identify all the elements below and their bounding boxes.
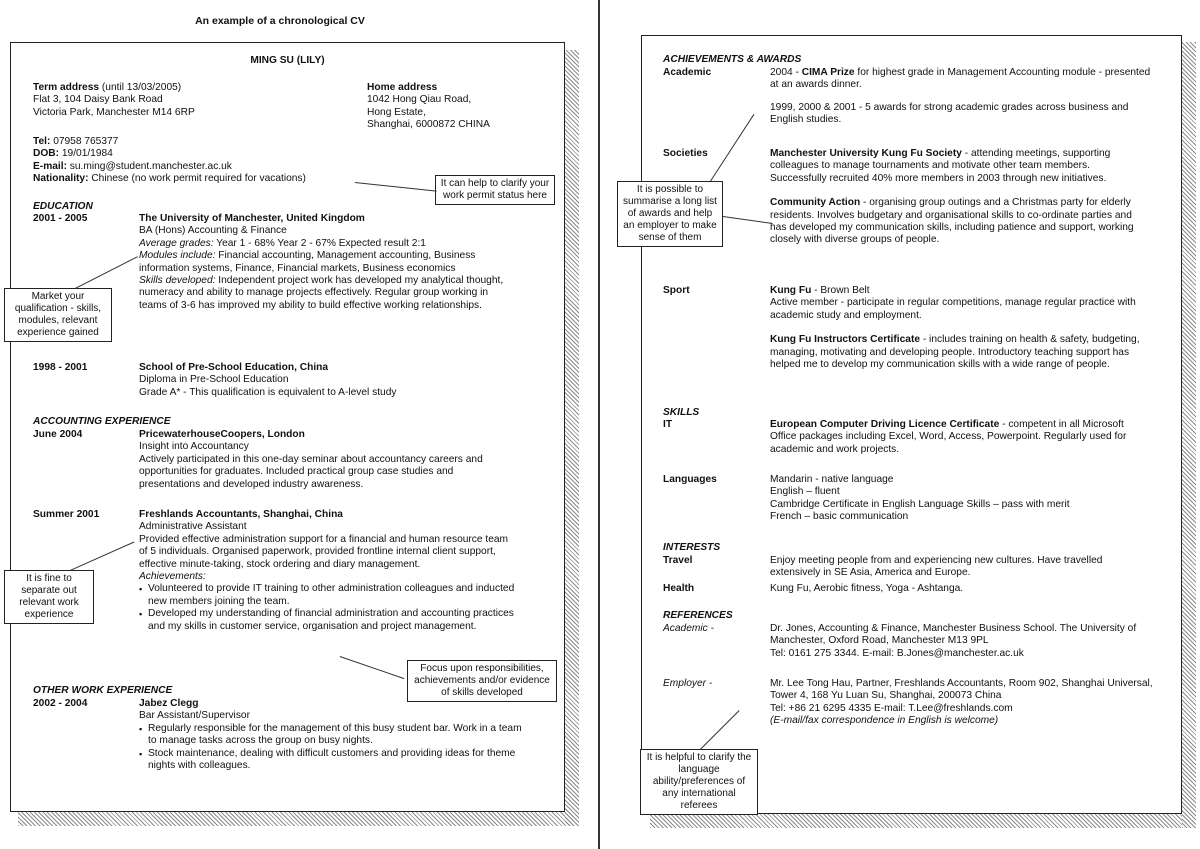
- sport-desc: Active member - participate in regular competitions, manage regular practice with academic study and employment.: [770, 297, 1136, 321]
- languages-label: Languages: [663, 474, 717, 485]
- figure-title: An example of a chronological CV: [195, 15, 365, 27]
- skills-label: Skills developed:: [139, 275, 216, 287]
- dob-label: DOB:: [33, 148, 60, 160]
- achievements-list: [139, 583, 517, 633]
- degree: Diploma in Pre-School Education: [139, 374, 289, 386]
- employer: PricewaterhouseCoopers, London: [139, 429, 305, 440]
- term-address-line: Flat 3, 104 Daisy Bank Road: [33, 94, 163, 106]
- experience-dates: Summer 2001: [33, 509, 100, 520]
- academic-awards: [770, 67, 1160, 127]
- modules-value: Financial accounting, Management accounting, Business information systems, Finance, Financial markets, Business economics: [139, 250, 476, 274]
- modules-label: Modules include:: [139, 250, 216, 262]
- callout-separate-experience: It is fine to separate out relevant work experience: [4, 570, 94, 624]
- institution: The University of Manchester, United Kingdom: [139, 213, 365, 224]
- description: Actively participated in this one-day seminar about accountancy careers and opportunities for graduates. Included practical group case studies and presentations and developed industry awareness.: [139, 453, 483, 490]
- skills-heading: SKILLS: [663, 407, 700, 418]
- travel-label: Travel: [663, 555, 693, 566]
- academic-referee-label: Academic -: [663, 623, 714, 634]
- award-name: CIMA Prize: [801, 67, 855, 78]
- societies: [770, 148, 1145, 247]
- employer: Jabez Clegg: [139, 698, 199, 709]
- home-address-line: Hong Estate,: [367, 106, 426, 118]
- education-dates: 2001 - 2005: [33, 213, 88, 224]
- society-name: Manchester University Kung Fu Society: [770, 148, 962, 159]
- interests-heading: INTERESTS: [663, 542, 721, 553]
- home-address-line: 1042 Hong Qiau Road,: [367, 94, 472, 106]
- page-shadow: [18, 812, 573, 826]
- experience-dates: June 2004: [33, 429, 83, 440]
- accounting-heading: ACCOUNTING EXPERIENCE: [33, 416, 171, 427]
- degree: BA (Hons) Accounting & Finance: [139, 225, 287, 237]
- skills-value: Independent project work has developed my analytical thought, numeracy and ability to manage projects effectively. Regular group working in teams of 3-6 has improved my ability to build effective working relationships.: [139, 275, 504, 311]
- it-certificate: European Computer Driving Licence Certificate: [770, 419, 1000, 430]
- award-desc: 1999, 2000 & 2001 - 5 awards for strong academic grades across business and English studies.: [770, 101, 1129, 126]
- referee-address: Mr. Lee Tong Hau, Partner, Freshlands Accountants, Room 902, Shanghai Universal, Tower 4, 168 Yu Luan Su, Shanghai, 200073 China: [770, 678, 1153, 702]
- page-shadow: [650, 814, 1186, 828]
- callout-awards: It is possible to summarise a long list of awards and help an employer to make sense of them: [617, 181, 723, 247]
- list-item: ▪ Stock maintenance, dealing with difficult customers and providing ideas for theme nights with colleagues.: [139, 748, 524, 773]
- sport-name: Kung Fu: [770, 285, 812, 296]
- list-item: French – basic communication: [770, 511, 909, 523]
- other-work-heading: OTHER WORK EXPERIENCE: [33, 685, 173, 696]
- home-address: [367, 82, 557, 132]
- travel-desc: Enjoy meeting people from and experiencing new cultures. Have travelled extensively in SE Asia, America and Europe.: [770, 555, 1103, 579]
- role: Administrative Assistant: [139, 521, 247, 533]
- award-year: 2004 -: [770, 67, 802, 78]
- languages-list: [770, 474, 1150, 524]
- sport: [770, 285, 1155, 371]
- institution: School of Pre-School Education, China: [139, 362, 329, 373]
- experience-entry: [139, 509, 517, 633]
- cv-name: MING SU (LILY): [250, 55, 325, 66]
- email-value: su.ming@student.manchester.ac.uk: [66, 160, 232, 172]
- experience-dates: 2002 - 2004: [33, 698, 88, 709]
- list-item: ▪ Developed my understanding of financial administration and accounting practices and my skills in customer service, organisation and project management.: [139, 608, 517, 633]
- dob-value: 19/01/1984: [59, 148, 113, 160]
- employer: Freshlands Accountants, Shanghai, China: [139, 509, 343, 520]
- it-label: IT: [663, 419, 673, 430]
- referee-contact: Tel: +86 21 6295 4335 E-mail: T.Lee@freshlands.com: [770, 702, 1013, 714]
- society-desc: - attending meetings, supporting colleagues to manage tournaments and motivate other team members. Successfully recruited 40% more members in 2003 through new initiatives.: [770, 148, 1111, 184]
- achievements-label: Achievements:: [139, 571, 206, 583]
- page-shadow: [1182, 42, 1196, 828]
- list-item: Cambridge Certificate in English Language Skills – pass with merit: [770, 498, 1070, 510]
- nationality-value: Chinese (no work permit required for vacations): [88, 173, 306, 185]
- list-item: ▪ Volunteered to provide IT training to other administration colleagues and inducted new members joining the team.: [139, 583, 517, 608]
- list-item: ▪ Regularly responsible for the management of this busy student bar. Work in a team to manage tasks across the group on busy nights.: [139, 723, 524, 748]
- experience-entry: [139, 429, 517, 491]
- referee-contact: Tel: 0161 275 3344. E-mail: B.Jones@manchester.ac.uk: [770, 647, 1024, 659]
- education-dates: 1998 - 2001: [33, 362, 88, 373]
- role: Bar Assistant/Supervisor: [139, 710, 250, 722]
- certificate-name: Kung Fu Instructors Certificate: [770, 334, 920, 346]
- health-label: Health: [663, 583, 695, 594]
- society-desc: - organising group outings and a Christmas party for elderly residents. Involves budgetary and organisational skills to co-ordinate parties and has developed my communication skills, including patience and support, working closely with diverse groups of people.: [770, 197, 1134, 246]
- education-entry: [139, 213, 517, 312]
- society-name: Community Action: [770, 197, 861, 209]
- experience-entry: [139, 698, 524, 772]
- certificate-desc: - includes training on health & safety, budgeting, managing, motivating and developing people. Introductory teaching support has helped me to develop my communication skills with a wide range of people.: [770, 334, 1140, 371]
- contact-details: [33, 136, 433, 186]
- nationality-label: Nationality:: [33, 173, 89, 185]
- referee-address: Dr. Jones, Accounting & Finance, Manchester Business School. The University of Manchester, Oxford Road, Manchester M13 9PL: [770, 623, 1137, 647]
- tel-label: Tel:: [33, 136, 51, 147]
- term-address: [33, 82, 353, 119]
- role: Insight into Accountancy: [139, 441, 249, 453]
- academic-referee: [770, 623, 1160, 660]
- references-heading: REFERENCES: [663, 610, 733, 621]
- callout-work-permit: It can help to clarify your work permit status here: [435, 175, 555, 205]
- callout-language: It is helpful to clarify the language ability/preferences of any international referees: [640, 749, 758, 815]
- list-item: Mandarin - native language: [770, 474, 894, 485]
- callout-market-qualification: Market your qualification - skills, modules, relevant experience gained: [4, 288, 112, 342]
- list-item: English – fluent: [770, 486, 840, 498]
- term-address-note: (until 13/03/2005): [99, 82, 182, 93]
- page-divider: [598, 0, 600, 849]
- term-address-line: Victoria Park, Manchester M14 6RP: [33, 106, 195, 118]
- term-address-label: Term address: [33, 82, 100, 93]
- sport-rank: - Brown Belt: [811, 285, 870, 296]
- award-desc: for highest grade in Management Accounting module - presented at an awards dinner.: [770, 67, 1151, 91]
- callout-focus: Focus upon responsibilities, achievements and/or evidence of skills developed: [407, 660, 557, 702]
- grade: Grade A* - This qualification is equivalent to A-level study: [139, 386, 397, 398]
- education-heading: EDUCATION: [33, 201, 93, 212]
- grades-label: Average grades:: [139, 237, 214, 249]
- email-label: E-mail:: [33, 160, 67, 172]
- societies-label: Societies: [663, 148, 708, 159]
- education-entry: [139, 362, 517, 399]
- grades-value: Year 1 - 68% Year 2 - 67% Expected result 2:1: [213, 237, 426, 249]
- referee-note: (E-mail/fax correspondence in English is welcome): [770, 715, 999, 727]
- it-desc: - competent in all Microsoft Office packages including Excel, Word, Access, Powerpoint. Regularly used for academic and work projects.: [770, 419, 1127, 455]
- home-address-line: Shanghai, 6000872 CHINA: [367, 119, 490, 131]
- tel-value: 07958 765377: [50, 136, 119, 147]
- duties-list: [139, 723, 524, 773]
- it-skills: [770, 419, 1140, 456]
- page-shadow: [565, 50, 579, 826]
- academic-label: Academic: [663, 67, 712, 78]
- employer-referee-label: Employer -: [663, 678, 713, 689]
- employer-referee: [770, 678, 1162, 728]
- sport-label: Sport: [663, 285, 690, 296]
- description: Provided effective administration support for a financial and human resource team of 5 individuals. Organised paperwork, provided frontline internal client support, effective minute-taking, stock ordering and diary management.: [139, 533, 509, 570]
- achievements-heading: ACHIEVEMENTS & AWARDS: [663, 54, 802, 65]
- home-address-label: Home address: [367, 82, 438, 93]
- health-desc: Kung Fu, Aerobic fitness, Yoga - Ashtanga.: [770, 583, 964, 594]
